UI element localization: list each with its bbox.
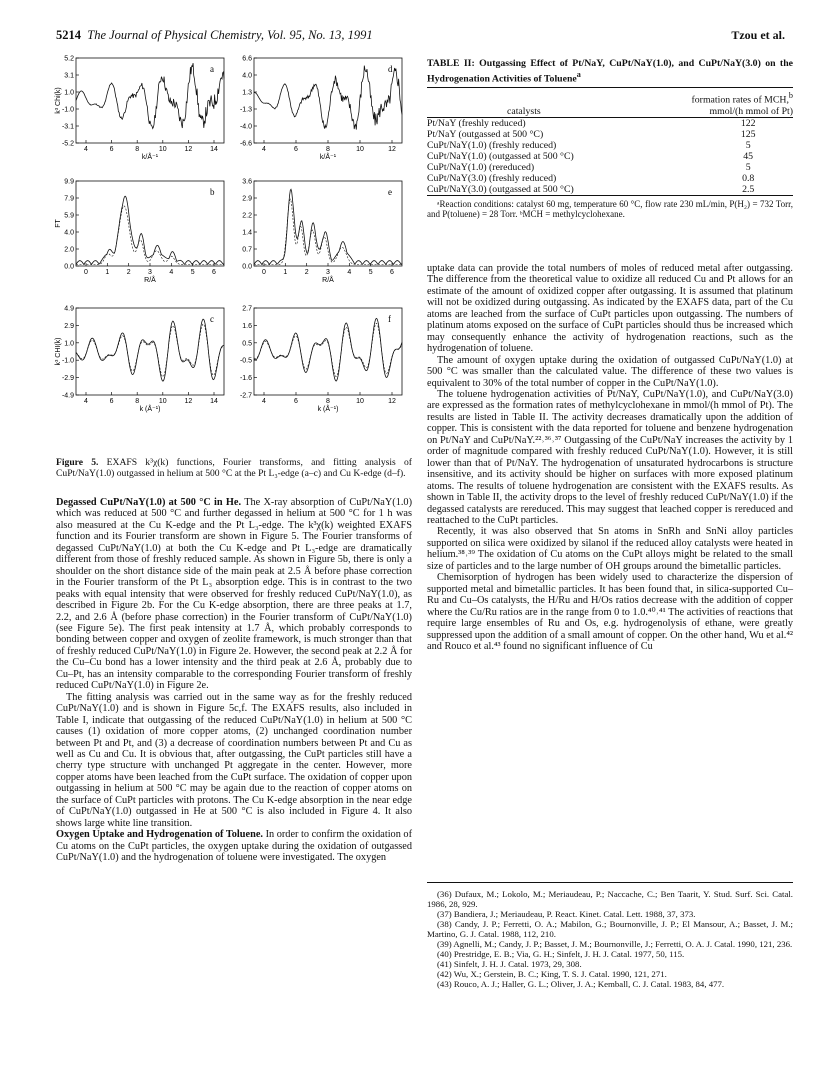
table-cell-rate: 45 <box>743 150 754 162</box>
x-tick-label: 8 <box>135 398 140 405</box>
table-cell-rate: 125 <box>740 128 756 140</box>
y-tick-label: -3.1 <box>61 123 74 131</box>
x-tick-label: 12 <box>184 398 193 405</box>
table-cell-catalyst: Pt/NaY (outgassed at 500 °C) <box>427 128 544 140</box>
x-tick-label: 5 <box>190 269 195 276</box>
reference-item: (43) Rouco, A. J.; Haller, G. L.; Oliver, J. A.; Kemball, C. J. Catal. 1983, 84, 477. <box>437 979 725 989</box>
references <box>427 882 793 989</box>
figure-caption-label: Figure 5. <box>56 457 99 468</box>
x-tick-label: 6 <box>109 398 114 405</box>
reference-item: (37) Bandiera, J.; Meriaudeau, P. React. Kinet. Catal. Lett. 1988, 37, 373. <box>437 909 696 919</box>
y-tick-label: 1.0 <box>64 340 74 348</box>
y-tick-label: -4.9 <box>61 392 74 400</box>
heading-oxygen: Oxygen Uptake and Hydrogenation of Toluene. <box>56 829 263 841</box>
x-axis-label: R/Å <box>144 277 156 284</box>
paragraph-fitting: The fitting analysis was carried out in the same way as for the freshly reduced CuPt/NaY(1.0) and is shown in Figure 5c,f. The EXAFS results, also included in Table I, indicate that outgassing of the reduced CuPt/NaY(1.0) in helium at 500 °C causes (1) oxidation of more copper atoms, (2) unchanged coordination number between Pt and Pt, and (3) a decrease of coordination numbers between Pt and Cu as well as Cu and Cu. It is obvious that, after outgassing, the CuPt particles still have a cherry type structure with unchanged Pt aggregate in the center. However, more copper atoms have been leached from the CuPt surface. The oxidation of copper upon outgassing in helium at 500 °C may be again due to the reaction of copper atoms on the surface of CuPt particles with protons. The Cu K-edge absorption in the near edge of CuPt/NaY(1.0) outgassed in He at 500 °C is also included in Figure 4. It also shows large white line transition. <box>56 691 412 829</box>
table-row <box>427 140 793 151</box>
plot-frame <box>254 308 402 395</box>
x-tick-label: 10 <box>356 398 364 405</box>
panel-letter: c <box>210 314 214 324</box>
table-bottom-rule <box>427 195 793 196</box>
y-tick-label: 4.0 <box>242 72 252 80</box>
figure-panel-a <box>56 55 226 165</box>
panel-letter: f <box>388 314 391 324</box>
y-tick-label: 9.9 <box>64 178 74 186</box>
paragraph-toluene: The toluene hydrogenation activities of Pt/NaY, CuPt/NaY(1.0), and CuPt/NaY(3.0) are expressed as the formation rates of methylcyclohexane in mmol/(h mmol of Pt). The results are listed in Table II. The activity decreases dramatically upon the addition of copper. This is consistent with the data reported for toluene and benzene hydrogenation on Pt/NaY and CuPt/NaY.²²˒³⁶˒³⁷ Outgassing of the CuPt/NaY increases the activity by 1 order of magnitude compared with freshly reduced CuPt/NaY(1.0). However, it is still lower than that of Pt/NaY. The hydrogenation of unsaturated hydrocarbons is structure insensitive, and its activity should be higher on surfaces with more exposed platinum atoms. The results of toluene hydrogenation are consistent with the EXAFS results. As shown in Table II, the activity drops to the level of freshly reduced CuPt/NaY(1.0) if the degassed catalysts are rereduced. This may suggest that leached copper is rereduced and reattached to the CuPt particles. <box>427 388 793 526</box>
x-tick-label: 8 <box>326 146 330 153</box>
x-tick-label: 8 <box>135 146 140 153</box>
y-tick-label: 0.0 <box>64 263 74 271</box>
table-title-mark: a <box>576 70 581 79</box>
table-head-col2-mark: b <box>788 91 793 101</box>
plot-frame <box>254 58 402 143</box>
y-tick-label: -2.9 <box>61 375 74 383</box>
x-tick-label: 6 <box>109 146 114 153</box>
table-head-col2-text: formation rates of MCH, <box>691 94 789 106</box>
paragraph-chemisorption: Chemisorption of hydrogen has been widely used to characterize the dispersion of supported metal and bimetallic particles. It has been found that, in silica-supported Cu–Ru and Cu–Os catalysts, the H/Ru and H/Os ratios decrease with the addition of copper where the Cu/Ru ratios are in the range from 0 to 1.0.⁴⁰˒⁴¹ The activities of reactions that require large ensembles of Ru and Os, e.g. hydrogenolysis of ethane, were greatly suppressed upon the addition of a small amount of copper. On the other hand, Wu et al.⁴² and Rouco et al.⁴³ found no significant influence of Cu <box>427 572 793 652</box>
y-tick-label: 2.9 <box>64 322 74 330</box>
x-tick-label: 14 <box>210 398 218 405</box>
paragraph-oxygen-body: In order to confirm the oxidation of Cu atoms on the CuPt particles, the oxygen uptake during the oxidation of outgassed CuPt/NaY(1.0) and the hydrogenation of toluene were investigated. The oxygen <box>56 829 413 864</box>
left-column-text <box>56 497 412 864</box>
table-cell-catalyst: Pt/NaY (freshly reduced) <box>427 117 526 129</box>
x-tick-label: 12 <box>388 398 396 405</box>
table-cell-rate: 5 <box>745 139 751 151</box>
table-head-row-2 <box>427 106 793 118</box>
y-tick-label: 0.7 <box>242 246 252 254</box>
table-cell-catalyst: CuPt/NaY(3.0) (outgassed at 500 °C) <box>427 183 574 195</box>
x-tick-label: 6 <box>212 269 216 276</box>
experimental-trace <box>76 63 224 128</box>
running-header <box>56 28 785 46</box>
table-row <box>427 184 793 196</box>
table-head-spacer <box>427 88 643 106</box>
y-axis-label: k³ Chi(k) <box>55 87 62 114</box>
x-axis-label: R/Å <box>322 277 334 284</box>
figure-panel-e <box>234 178 404 288</box>
table-title-text: TABLE II: Outgassing Effect of Pt/NaY, CuPt/NaY(1.0), and CuPt/NaY(3.0) on the Hydrogenation Activities of Toluene <box>427 58 793 85</box>
table-grid <box>427 87 793 195</box>
table-row <box>427 151 793 162</box>
y-tick-label: 6.6 <box>242 55 252 63</box>
plot-frame <box>76 58 224 143</box>
x-tick-label: 0 <box>262 269 266 276</box>
table-head-col2-line2: mmol/(h mmol of Pt) <box>709 105 793 117</box>
y-axis-label: k³ CHI(k) <box>55 337 62 366</box>
x-tick-label: 6 <box>294 146 298 153</box>
experimental-trace <box>254 318 402 381</box>
figure-panel-d <box>234 55 404 165</box>
y-axis-label: FT <box>55 219 62 228</box>
y-tick-label: 1.3 <box>242 89 252 97</box>
experimental-trace <box>254 189 402 264</box>
y-tick-label: 4.9 <box>64 305 74 313</box>
table-head-col1: catalysts <box>507 105 541 117</box>
panel-letter: e <box>388 187 392 197</box>
y-tick-label: 3.6 <box>242 178 252 186</box>
table-row <box>427 173 793 184</box>
figure-caption <box>56 457 412 479</box>
x-tick-label: 1 <box>283 269 288 276</box>
y-tick-label: 1.4 <box>242 229 252 237</box>
figure-caption-text: EXAFS k³χ(k) functions, Fourier transforms, and fitting analysis of CuPt/NaY(1.0) outgassed in helium at 500 °C at the Pt L₃-edge (a–c) and Cu K-edge (d–f). <box>56 457 412 479</box>
x-tick-label: 2 <box>126 269 131 276</box>
right-column-text <box>427 263 793 652</box>
reference-item: (40) Prestridge, E. B.; Via, G. H.; Sinfelt, J. H. J. Catal. 1977, 50, 115. <box>437 949 685 959</box>
figure-panel-f <box>234 305 404 417</box>
experimental-trace <box>76 196 224 264</box>
x-tick-label: 4 <box>262 398 266 405</box>
x-tick-label: 10 <box>158 146 167 153</box>
table-bottom-rule-cell <box>427 195 793 196</box>
y-tick-label: 5.9 <box>64 212 74 220</box>
fit-trace <box>254 199 402 264</box>
y-tick-label: -6.6 <box>239 140 252 148</box>
x-tick-label: 1 <box>105 269 110 276</box>
paragraph-sn-atoms: Recently, it was also observed that Sn atoms in SnRh and SnNi alloy particles supported on silica were oxidized by silanol if the reduced alloy catalysts were heated in helium.³⁸˒³⁹ The oxidation of Cu atoms on the CuPt alloys might be related to the small size of particles and to the large number of OH groups around the bimetallic particles. <box>427 526 793 572</box>
reference-item: (36) Dufaux, M.; Lokolo, M.; Meriaudeau, P.; Naccache, C.; Ben Taarit, Y. Stud. Surf. Sci. Catal. 1986, 28, 929. <box>427 889 793 909</box>
table-cell-rate: 0.8 <box>742 172 755 184</box>
table-cell-catalyst: CuPt/NaY(1.0) (outgassed at 500 °C) <box>427 150 574 162</box>
figure-panel-c <box>56 305 226 417</box>
x-tick-label: 4 <box>84 146 88 153</box>
x-tick-label: 3 <box>148 269 152 276</box>
x-tick-label: 14 <box>210 146 218 153</box>
reference-item: (42) Wu, X.; Gerstein, B. C.; King, T. S. J. Catal. 1990, 121, 271. <box>437 969 667 979</box>
y-tick-label: -1.6 <box>239 375 252 383</box>
table-head-col2-line1 <box>643 88 793 106</box>
y-tick-label: 4.0 <box>64 229 74 237</box>
x-tick-label: 8 <box>326 398 330 405</box>
x-tick-label: 0 <box>84 269 88 276</box>
table-cell-catalyst: CuPt/NaY(1.0) (freshly reduced) <box>427 139 557 151</box>
paragraph-degassed-body: The X-ray absorption of CuPt/NaY(1.0) which was reduced at 500 °C and further degassed in helium at 500 °C for 1 h was also measured at the Cu K-edge and the Pt L₃-edge. The k³χ(k) weighted EXAFS function and its Fourier transform are shown in Figure 5. The Fourier transforms of degassed CuPt/NaY(1.0) at both the Cu K-edge and Pt L₃-edge are dramatically different from those of freshly reduced sample. As shown in Figure 5b, there is only a shoulder on the short distance side of the main peak at 2.5 Å before phase correction in the Fourier transform of the Pt L₃ absorption edge. This is in contrast to the two peaks with equal intensity that were observed for freshly reduced CuPt/NaY(1.0), as described in Figure 2b. For the Cu K-edge absorption, there are three peaks at 1.7, 2.2, and 2.6 Å (before phase correction) in the Fourier transform of CuPt/NaY(1.0) (see Figure 5e). The first peak intensity at 1.7 Å, which probably corresponds to bonding between copper and oxygen of zeolite framework, is much stronger than that of freshly reduced CuPt/NaY(1.0) in Figure 2e. However, the second peak at 2.2 Å for the Cu–Cu bond has a lower intensity and the third peak at 2.6 Å, probably due to Cu–Pt, has an intensity comparable to the corresponding Fourier transform of freshly reduced CuPt/NaY(1.0) in Figure 2e. <box>56 497 412 692</box>
table-row <box>427 117 793 129</box>
y-tick-label: 7.9 <box>64 195 74 203</box>
y-tick-label: -0.5 <box>239 357 252 365</box>
paragraph-uptake: uptake data can provide the total numbers of moles of reduced metal after outgassing. The difference from the theoretical value to oxidize all reduced Cu and Pt allows for an estimate of the amount of oxidized copper after outgassing. It is assumed that platinum will not be oxidized during outgassing. As indicated by the EXAFS data, part of the Cu atoms are leached from the surface of CuPt particles upon outgassing. The numbers of platinum atoms exposed on the surface of CuPt particles should thus be increased which may consequently enhance the activity of hydrogenation reactions, such as the hydrogenation of toluene. <box>427 263 793 355</box>
fit-trace <box>76 324 224 377</box>
x-tick-label: 10 <box>356 146 364 153</box>
table-ii <box>427 58 793 219</box>
table-head-row-1 <box>427 88 793 106</box>
table-cell-rate: 2.5 <box>742 183 755 195</box>
y-tick-label: 2.9 <box>242 195 252 203</box>
experimental-trace <box>254 66 402 130</box>
y-tick-label: 2.7 <box>242 305 252 313</box>
reference-item: (41) Sinfelt, J. H. J. Catal. 1973, 29, 308. <box>437 959 582 969</box>
x-tick-label: 6 <box>390 269 394 276</box>
table-cell-catalyst: CuPt/NaY(1.0) (rereduced) <box>427 161 535 173</box>
reference-item: (39) Agnelli, M.; Candy, J. P.; Basset, J. M.; Bournonville, J.; Ferretti, O. A. J. Catal. 1990, 121, 236. <box>437 939 793 949</box>
page-number: 5214 <box>56 28 81 42</box>
y-tick-label: -4.0 <box>239 123 252 131</box>
journal-name: The Journal of Physical Chemistry, Vol. 95, No. 13, 1991 <box>87 28 373 42</box>
panel-letter: d <box>388 64 393 74</box>
x-tick-label: 4 <box>347 269 352 276</box>
x-tick-label: 4 <box>169 269 174 276</box>
y-tick-label: -2.7 <box>239 392 252 400</box>
plot-frame <box>76 181 224 266</box>
y-tick-label: 0.0 <box>242 263 252 271</box>
table-cell-rate: 122 <box>740 117 756 129</box>
x-tick-label: 10 <box>158 398 167 405</box>
y-tick-label: -5.2 <box>61 140 74 148</box>
y-tick-label: -1.3 <box>239 106 252 114</box>
fit-trace <box>76 206 224 264</box>
y-tick-label: 2.2 <box>242 212 252 220</box>
x-axis-label: k (Å⁻¹) <box>139 406 161 413</box>
paragraph-oxygen-amount: The amount of oxygen uptake during the oxidation of outgassed CuPt/NaY(1.0) at 500 °C was smaller than the calculated value. The difference of these two values is equivalent to 30% of the total number of copper in the CuPt/NaY(1.0). <box>427 354 793 389</box>
y-tick-label: -1.0 <box>61 357 74 365</box>
figure-panel-b <box>56 178 226 288</box>
x-tick-label: 12 <box>388 146 396 153</box>
x-tick-label: 6 <box>294 398 298 405</box>
table-row <box>427 129 793 140</box>
table-cell-catalyst: CuPt/NaY(3.0) (freshly reduced) <box>427 172 557 184</box>
x-tick-label: 2 <box>304 269 309 276</box>
table-row <box>427 162 793 173</box>
reference-item: (38) Candy, J. P.; Ferretti, O. A.; Mabilon, G.; Bournonville, J. P.; El Mansour, A.; Basset, J. M.; Martino, G. J. Catal. 1988, 112, 210. <box>427 919 793 939</box>
header-left <box>56 28 373 43</box>
plot-frame <box>254 181 402 266</box>
x-tick-label: 3 <box>326 269 330 276</box>
header-authors: Tzou et al. <box>731 28 785 42</box>
x-tick-label: 4 <box>84 398 88 405</box>
y-tick-label: -1.0 <box>61 106 74 114</box>
x-tick-label: 5 <box>368 269 373 276</box>
table-body <box>427 117 793 196</box>
x-tick-label: 4 <box>262 146 266 153</box>
y-tick-label: 2.0 <box>64 246 74 254</box>
heading-degassed: Degassed CuPt/NaY(1.0) at 500 °C in He. <box>56 497 242 508</box>
table-title <box>427 58 793 84</box>
x-axis-label: k/Å⁻¹ <box>141 154 159 161</box>
table-footnote: ᵃReaction conditions: catalyst 60 mg, temperature 60 °C, flow rate 230 mL/min, P(H₂) = 732 Torr, and P(toluene) = 28 Torr. ᵇMCH = methylcyclohexane. <box>427 198 793 219</box>
experimental-trace <box>76 319 224 381</box>
x-axis-label: k (Å⁻¹) <box>317 406 339 413</box>
panel-letter: b <box>210 187 215 197</box>
x-tick-label: 12 <box>184 146 193 153</box>
y-tick-label: 3.1 <box>64 72 74 80</box>
x-axis-label: k/Å⁻¹ <box>319 154 337 161</box>
y-tick-label: 1.0 <box>64 89 74 97</box>
panel-letter: a <box>210 64 214 74</box>
y-tick-label: 1.6 <box>242 322 252 330</box>
y-tick-label: 5.2 <box>64 55 74 63</box>
y-tick-label: 0.5 <box>242 340 252 348</box>
table-cell-rate: 5 <box>745 161 751 173</box>
